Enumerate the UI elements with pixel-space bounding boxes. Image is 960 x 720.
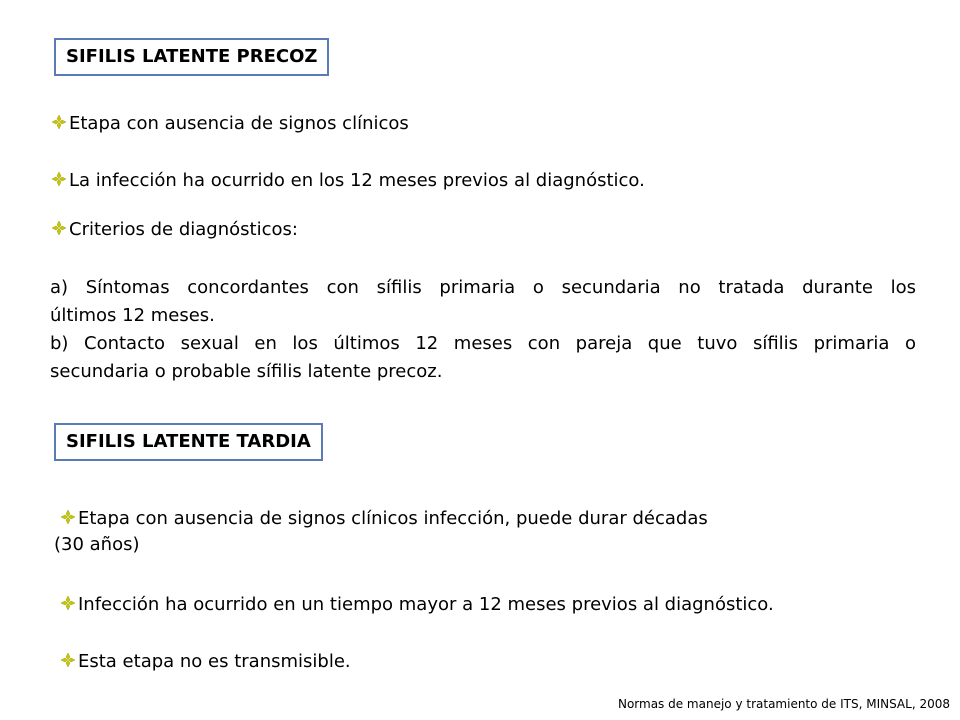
criteria-b-line: secundaria o probable sífilis latente precoz. bbox=[50, 361, 443, 382]
bullet-text: Criterios de diagnósticos: bbox=[69, 219, 298, 240]
bullet-item bbox=[51, 169, 645, 193]
section-heading-text: SIFILIS LATENTE TARDIA bbox=[66, 431, 311, 452]
bullet-item bbox=[54, 506, 708, 558]
section-heading-latente-precoz bbox=[54, 38, 329, 76]
four-diamond-bullet-icon bbox=[51, 171, 67, 187]
bullet-text: Etapa con ausencia de signos clínicos infección, puede durar décadas bbox=[78, 508, 708, 529]
four-diamond-bullet-icon bbox=[51, 114, 67, 130]
criteria-paragraph bbox=[50, 274, 916, 386]
bullet-text: La infección ha ocurrido en los 12 meses previos al diagnóstico. bbox=[69, 170, 645, 191]
four-diamond-bullet-icon bbox=[60, 509, 76, 525]
four-diamond-bullet-icon bbox=[60, 652, 76, 668]
four-diamond-bullet-icon bbox=[51, 220, 67, 236]
bullet-item bbox=[60, 650, 351, 674]
bullet-item bbox=[51, 218, 298, 242]
section-heading-text: SIFILIS LATENTE PRECOZ bbox=[66, 46, 318, 67]
bullet-text: Esta etapa no es transmisible. bbox=[78, 651, 351, 672]
criteria-b-line: b) Contacto sexual en los últimos 12 meses con pareja que tuvo sífilis primaria o bbox=[50, 333, 916, 354]
criteria-a-line: últimos 12 meses. bbox=[50, 305, 215, 326]
section-heading-latente-tardia bbox=[54, 423, 323, 461]
bullet-text: Infección ha ocurrido en un tiempo mayor a 12 meses previos al diagnóstico. bbox=[78, 594, 774, 615]
bullet-continuation-text: (30 años) bbox=[54, 534, 140, 555]
bullet-text: Etapa con ausencia de signos clínicos bbox=[69, 113, 409, 134]
bullet-item bbox=[60, 593, 774, 617]
criteria-a-line: a) Síntomas concordantes con sífilis primaria o secundaria no tratada durante los bbox=[50, 277, 916, 298]
bullet-item bbox=[51, 112, 409, 136]
four-diamond-bullet-icon bbox=[60, 595, 76, 611]
footer-citation: Normas de manejo y tratamiento de ITS, MINSAL, 2008 bbox=[617, 697, 950, 711]
